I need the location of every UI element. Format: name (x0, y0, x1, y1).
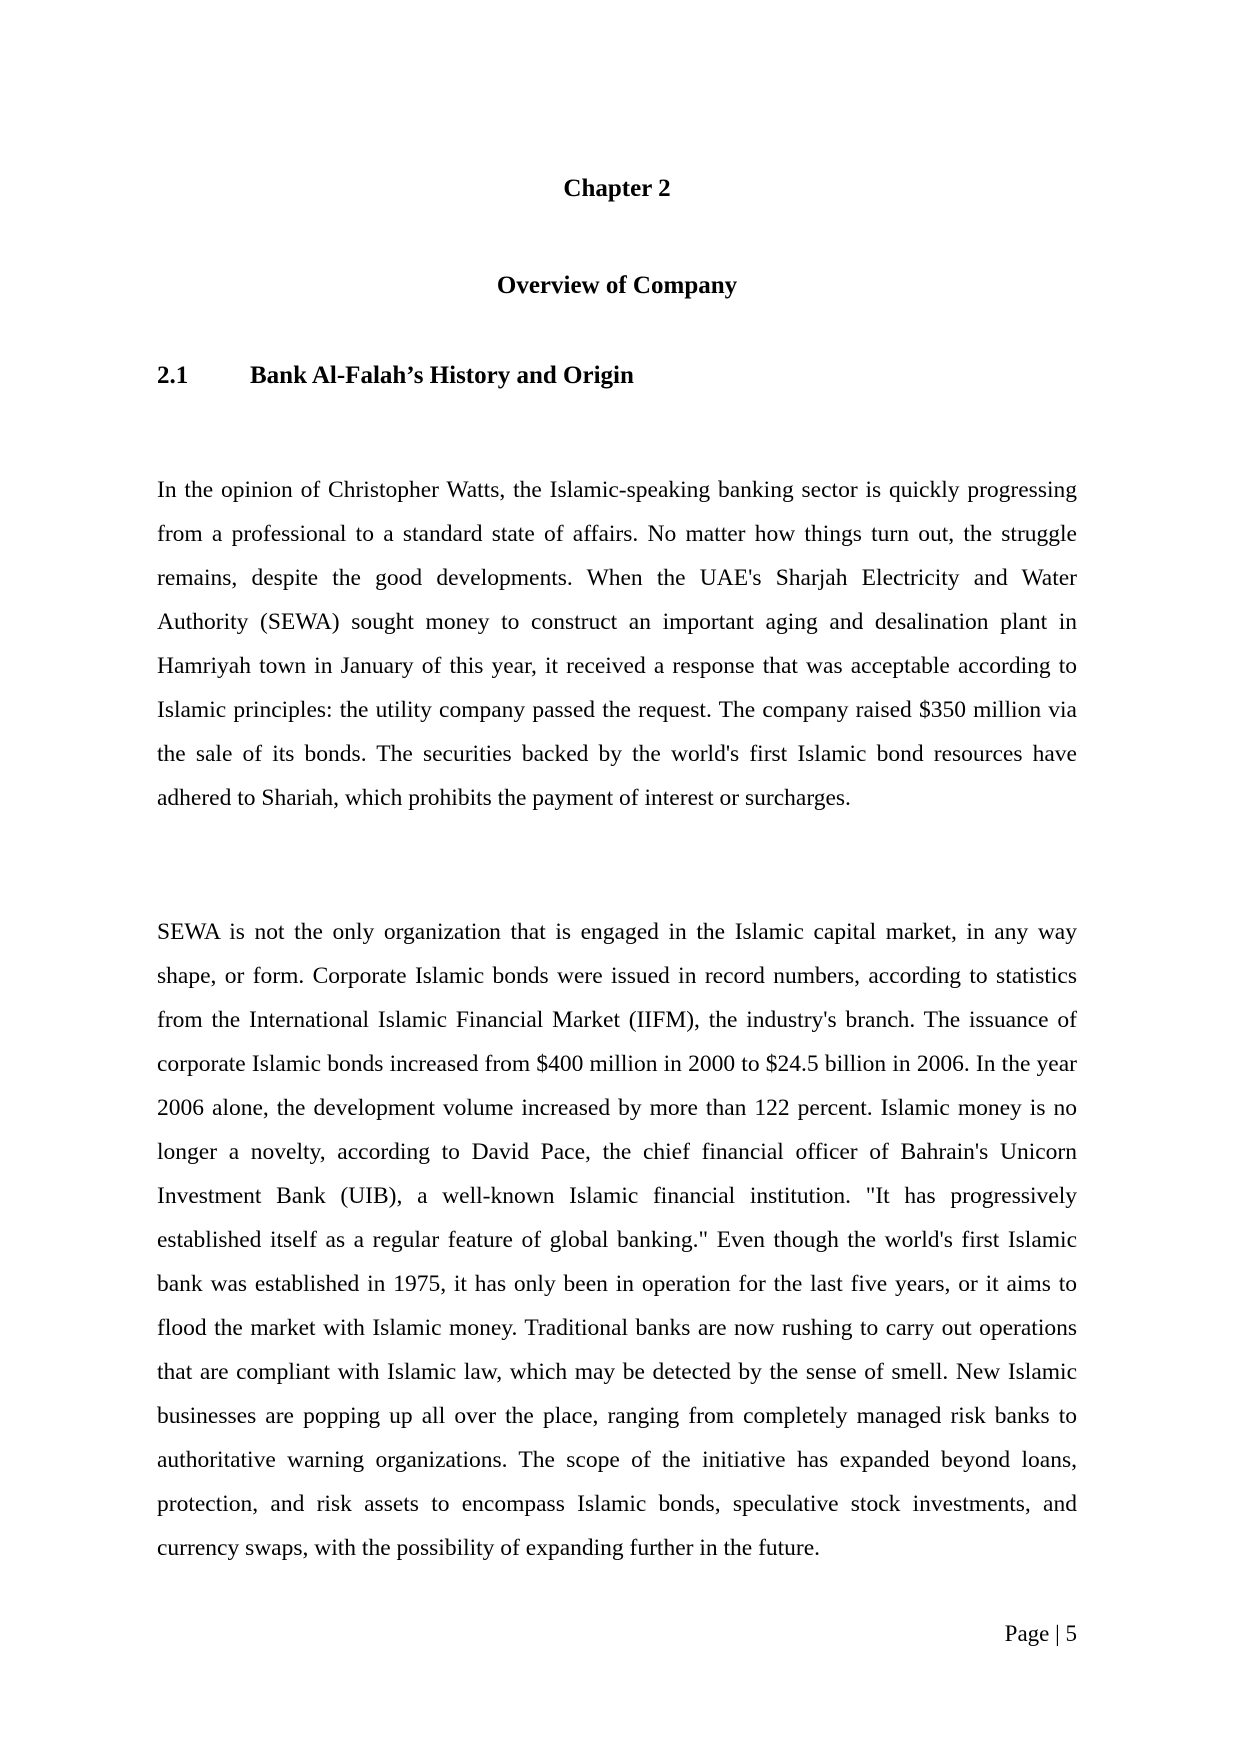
document-title: Overview of Company (496, 272, 738, 299)
section-number: 2.1 (157, 362, 189, 389)
chapter-heading: Chapter 2 (563, 175, 671, 202)
body-paragraph-2: SEWA is not the only organization that is engaged in the Islamic capital market, in any way shape, or form. Corporate Islamic bonds were issued in record numbers, according to statistics from the International Islamic Financial Market (IIFM), the industry's branch. The issuance of corporate Islamic bonds increased from $400 million in 2000 to $24.5 billion in 2006. In the year 2006 alone, the development volume increased by more than 122 percent. Islamic money is no longer a novelty, according to David Pace, the chief financial officer of Bahrain's Unicorn Investment Bank (UIB), a well-known Islamic financial institution. "It has progressively established itself as a regular feature of global banking." Even though the world's first Islamic bank was established in 1975, it has only been in operation for the last five years, or it aims to flood the market with Islamic money. Traditional banks are now rushing to carry out operations that are compliant with Islamic law, which may be detected by the sense of smell. New Islamic businesses are popping up all over the place, ranging from completely managed risk banks to authoritative warning organizations. The scope of the initiative has expanded beyond loans, protection, and risk assets to encompass Islamic bonds, speculative stock investments, and currency swaps, with the possibility of expanding further in the future. (157, 918, 1077, 1561)
body-paragraph-1: In the opinion of Christopher Watts, the Islamic-speaking banking sector is quickly progressing from a professional to a standard state of affairs. No matter how things turn out, the struggle remains, despite the good developments. When the UAE's Sharjah Electricity and Water Authority (SEWA) sought money to construct an important aging and desalination plant in Hamriyah town in January of this year, it received a response that was acceptable according to Islamic principles: the utility company passed the request. The company raised $350 million via the sale of its bonds. The securities backed by the world's first Islamic bond resources have adhered to Shariah, which prohibits the payment of interest or surcharges. (157, 476, 1077, 811)
section-title: Bank Al-Falah’s History and Origin (250, 362, 634, 389)
section-heading (157, 361, 1077, 391)
page-number-footer: Page | 5 (1004, 1621, 1077, 1646)
